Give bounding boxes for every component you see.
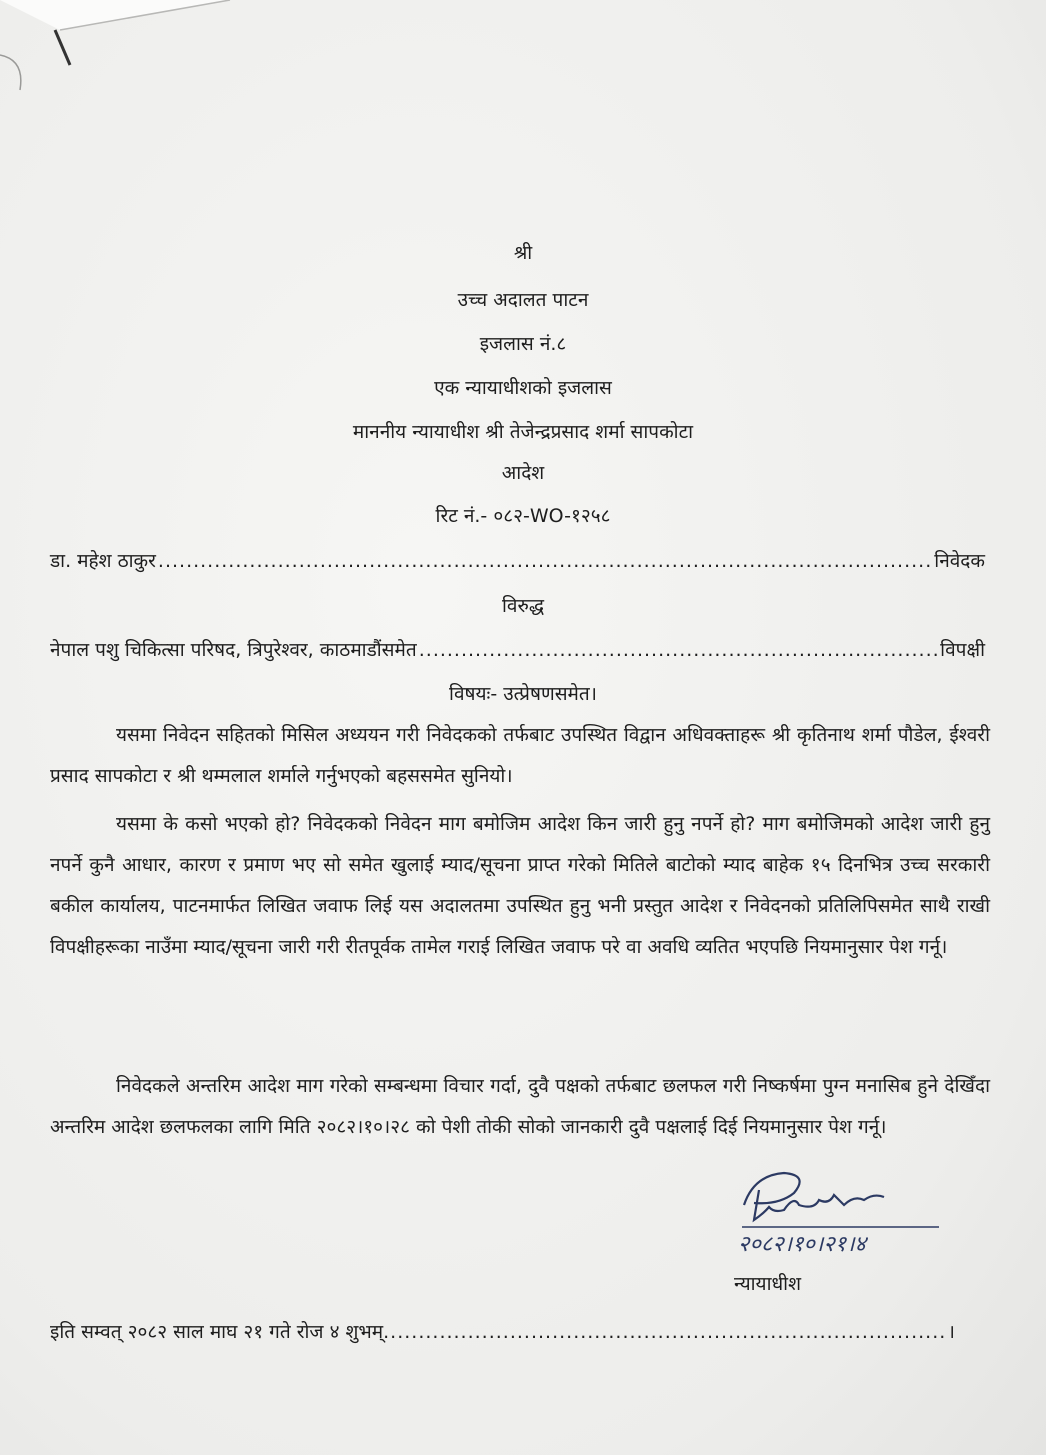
order-title: आदेश	[501, 462, 545, 484]
bench-type: एक न्यायाधीशको इजलास	[434, 377, 612, 399]
order-paragraph-3: निवेदकले अन्तरिम आदेश माग गरेको सम्बन्धमा विचार गर्दा, दुवै पक्षको तर्फबाट छलफल गरी निष्कर्षमा पुग्न मनासिब हुने देखिँदा अन्तरिम आदेश छलफलका लागि मिति २०८२।१०।२८ को पेशी तोकी सोको जानकारी दुवै पक्षलाई दिई नियमानुसार पेश गर्नू।	[50, 1075, 990, 1138]
closing-end: ।	[947, 1321, 955, 1343]
respondent-role: विपक्षी	[940, 639, 985, 661]
signatory-title: न्यायाधीश	[734, 1273, 802, 1295]
petitioner-role: निवेदक	[934, 550, 985, 572]
court-name: उच्च अदालत पाटन	[457, 289, 589, 311]
bench-number: इजलास नं.८	[479, 333, 567, 355]
order-paragraph-1: यसमा निवेदन सहितको मिसिल अध्ययन गरी निवेदकको तर्फबाट उपस्थित विद्वान अधिवक्ताहरू श्री कृतिनाथ शर्मा पौडेल, ईश्वरी प्रसाद सापकोटा र श्री थम्मलाल शर्माले गर्नुभएको बहससमेत सुनियो।	[50, 724, 990, 787]
petitioner-name: डा. महेश ठाकुर	[50, 550, 156, 572]
closing-text: इति सम्वत् २०८२ साल माघ २१ गते रोज ४ शुभम्	[50, 1321, 384, 1343]
svg-text:२०८२।१०।२१।४: २०८२।१०।२१।४	[738, 1232, 866, 1257]
respondent-line	[50, 636, 985, 662]
dotted-leader	[383, 1321, 948, 1343]
judge-signature	[724, 1165, 964, 1264]
subject-line: विषयः- उत्प्रेषणसमेत।	[449, 683, 597, 705]
versus-label: विरुद्ध	[501, 595, 545, 617]
closing-line	[50, 1318, 955, 1344]
heading-shree: श्री	[513, 242, 533, 264]
order-paragraph-2: यसमा के कसो भएको हो? निवेदकको निवेदन माग बमोजिम आदेश किन जारी हुनु नपर्ने हो? माग बमोजिमको आदेश जारी हुनु नपर्ने कुनै आधार, कारण र प्रमाण भए सो समेत खुलाई म्याद/सूचना प्राप्त गरेको मितिले बाटोको म्याद बाहेक १५ दिनभित्र उच्च सरकारी बकील कार्यालय, पाटनमार्फत लिखित जवाफ लिई यस अदालतमा उपस्थित हुनु भनी प्रस्तुत आदेश र निवेदनको प्रतिलिपिसमेत साथै राखी विपक्षीहरूका नाउँमा म्याद/सूचना जारी गरी रीतपूर्वक तामेल गराई लिखित जवाफ परे वा अवधि व्यतित भएपछि नियमानुसार पेश गर्नू।	[50, 813, 990, 958]
dotted-leader	[158, 550, 932, 572]
judge-name: माननीय न्यायाधीश श्री तेजेन्द्रप्रसाद शर्मा सापकोटा	[352, 421, 694, 443]
petitioner-line	[50, 547, 985, 573]
writ-number: रिट नं.- ०८२-WO-१२५८	[435, 505, 611, 527]
respondent-name: नेपाल पशु चिकित्सा परिषद, त्रिपुरेश्वर, काठमाडौंसमेत	[50, 639, 417, 661]
paper-fold-corner	[0, 0, 260, 140]
dotted-leader	[419, 639, 938, 661]
